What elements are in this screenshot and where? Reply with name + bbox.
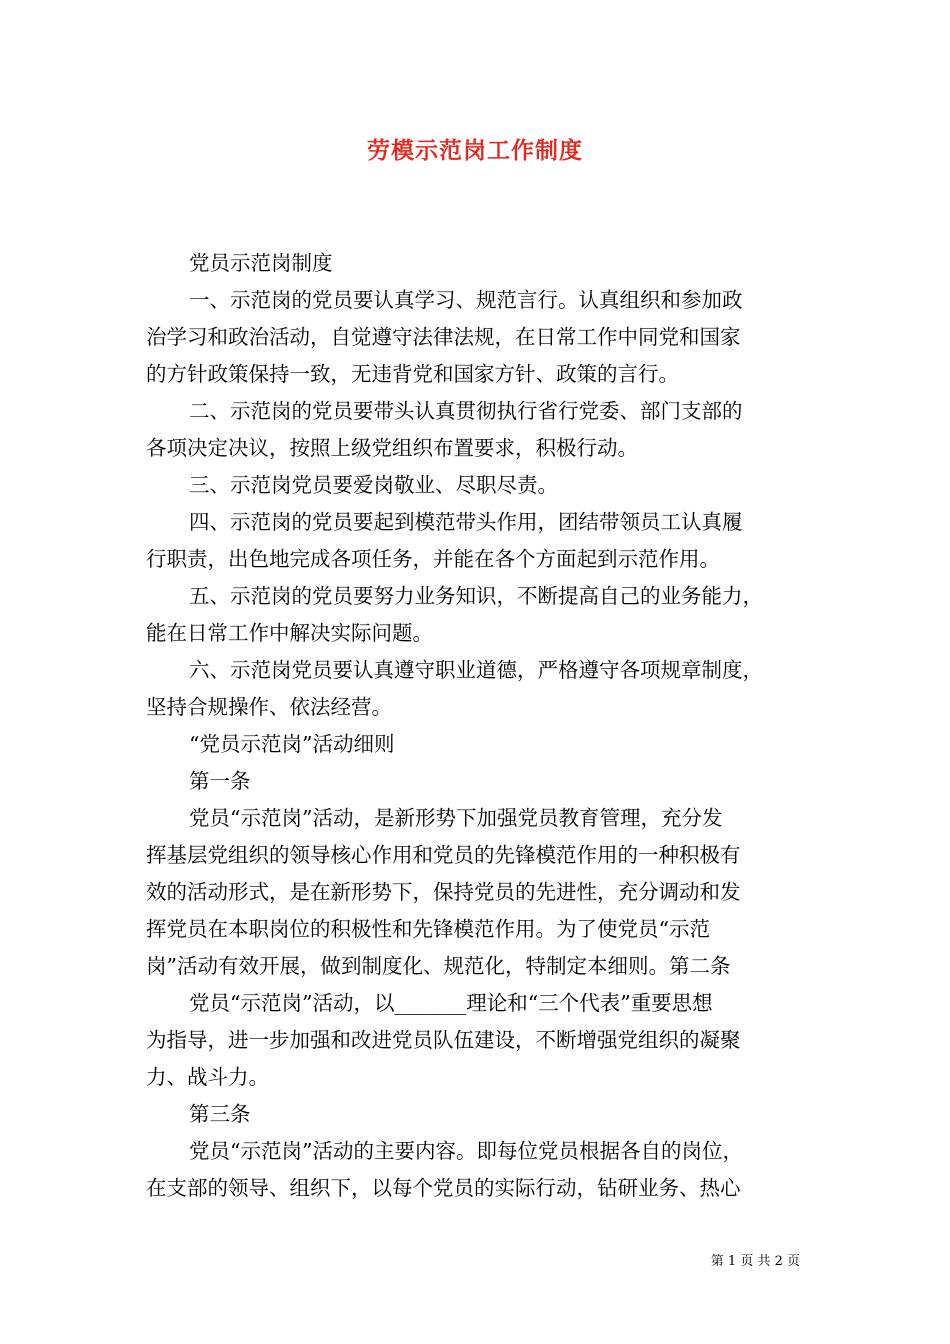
paragraph-line: 能在日常工作中解决实际问题。	[146, 621, 433, 645]
paragraph-line: 力、战斗力。	[146, 1065, 269, 1089]
paragraph-line: 党员“示范岗”活动，是新形势下加强党员教育管理，充分发	[189, 806, 723, 830]
paragraph-line: 岗”活动有效开展，做到制度化、规范化，特制定本细则。第二条	[146, 954, 731, 978]
paragraph-line: 党员示范岗制度	[189, 251, 333, 275]
paragraph-line: 挥基层党组织的领导核心作用和党员的先锋模范作用的一种积极有	[146, 843, 741, 867]
paragraph-line: 各项决定决议，按照上级党组织布置要求，积极行动。	[146, 436, 638, 460]
paragraph-line: 党员“示范岗”活动，以_______理论和“三个代表”重要思想	[189, 991, 713, 1015]
paragraph-line: 五、示范岗的党员要努力业务知识，不断提高自己的业务能力，	[189, 584, 763, 608]
article-heading: 第三条	[189, 1102, 251, 1126]
paragraph-line: 在支部的领导、组织下，以每个党员的实际行动，钻研业务、热心	[146, 1176, 741, 1200]
paragraph-line: 行职责，出色地完成各项任务，并能在各个方面起到示范作用。	[146, 547, 720, 571]
paragraph-line: 党员“示范岗”活动的主要内容。即每位党员根据各自的岗位，	[189, 1139, 743, 1163]
paragraph-line: 效的活动形式，是在新形势下，保持党员的先进性，充分调动和发	[146, 880, 741, 904]
paragraph-line: 的方针政策保持一致，无违背党和国家方针、政策的言行。	[146, 362, 679, 386]
paragraph-line: 治学习和政治活动，自觉遵守法律法规，在日常工作中同党和国家	[146, 325, 741, 349]
paragraph-line: 一、示范岗的党员要认真学习、规范言行。认真组织和参加政	[189, 288, 743, 312]
paragraph-line: 六、示范岗党员要认真遵守职业道德，严格遵守各项规章制度，	[189, 658, 763, 682]
paragraph-line: 挥党员在本职岗位的积极性和先锋模范作用。为了使党员“示范	[146, 917, 710, 941]
paragraph-line: 三、示范岗党员要爱岗敬业、尽职尽责。	[189, 473, 558, 497]
paragraph-line: 四、示范岗的党员要起到模范带头作用，团结带领员工认真履	[189, 510, 743, 534]
paragraph-line: 坚持合规操作、依法经营。	[146, 695, 392, 719]
paragraph-line: 为指导，进一步加强和改进党员队伍建设，不断增强党组织的凝聚	[146, 1028, 741, 1052]
article-heading: 第一条	[189, 769, 251, 793]
page-number: 第 1 页 共 2 页	[710, 1254, 800, 1269]
paragraph-line: 二、示范岗的党员要带头认真贯彻执行省行党委、部门支部的	[189, 399, 743, 423]
document-title: 劳模示范岗工作制度	[367, 137, 583, 164]
section-heading: “党员示范岗”活动细则	[189, 732, 395, 756]
